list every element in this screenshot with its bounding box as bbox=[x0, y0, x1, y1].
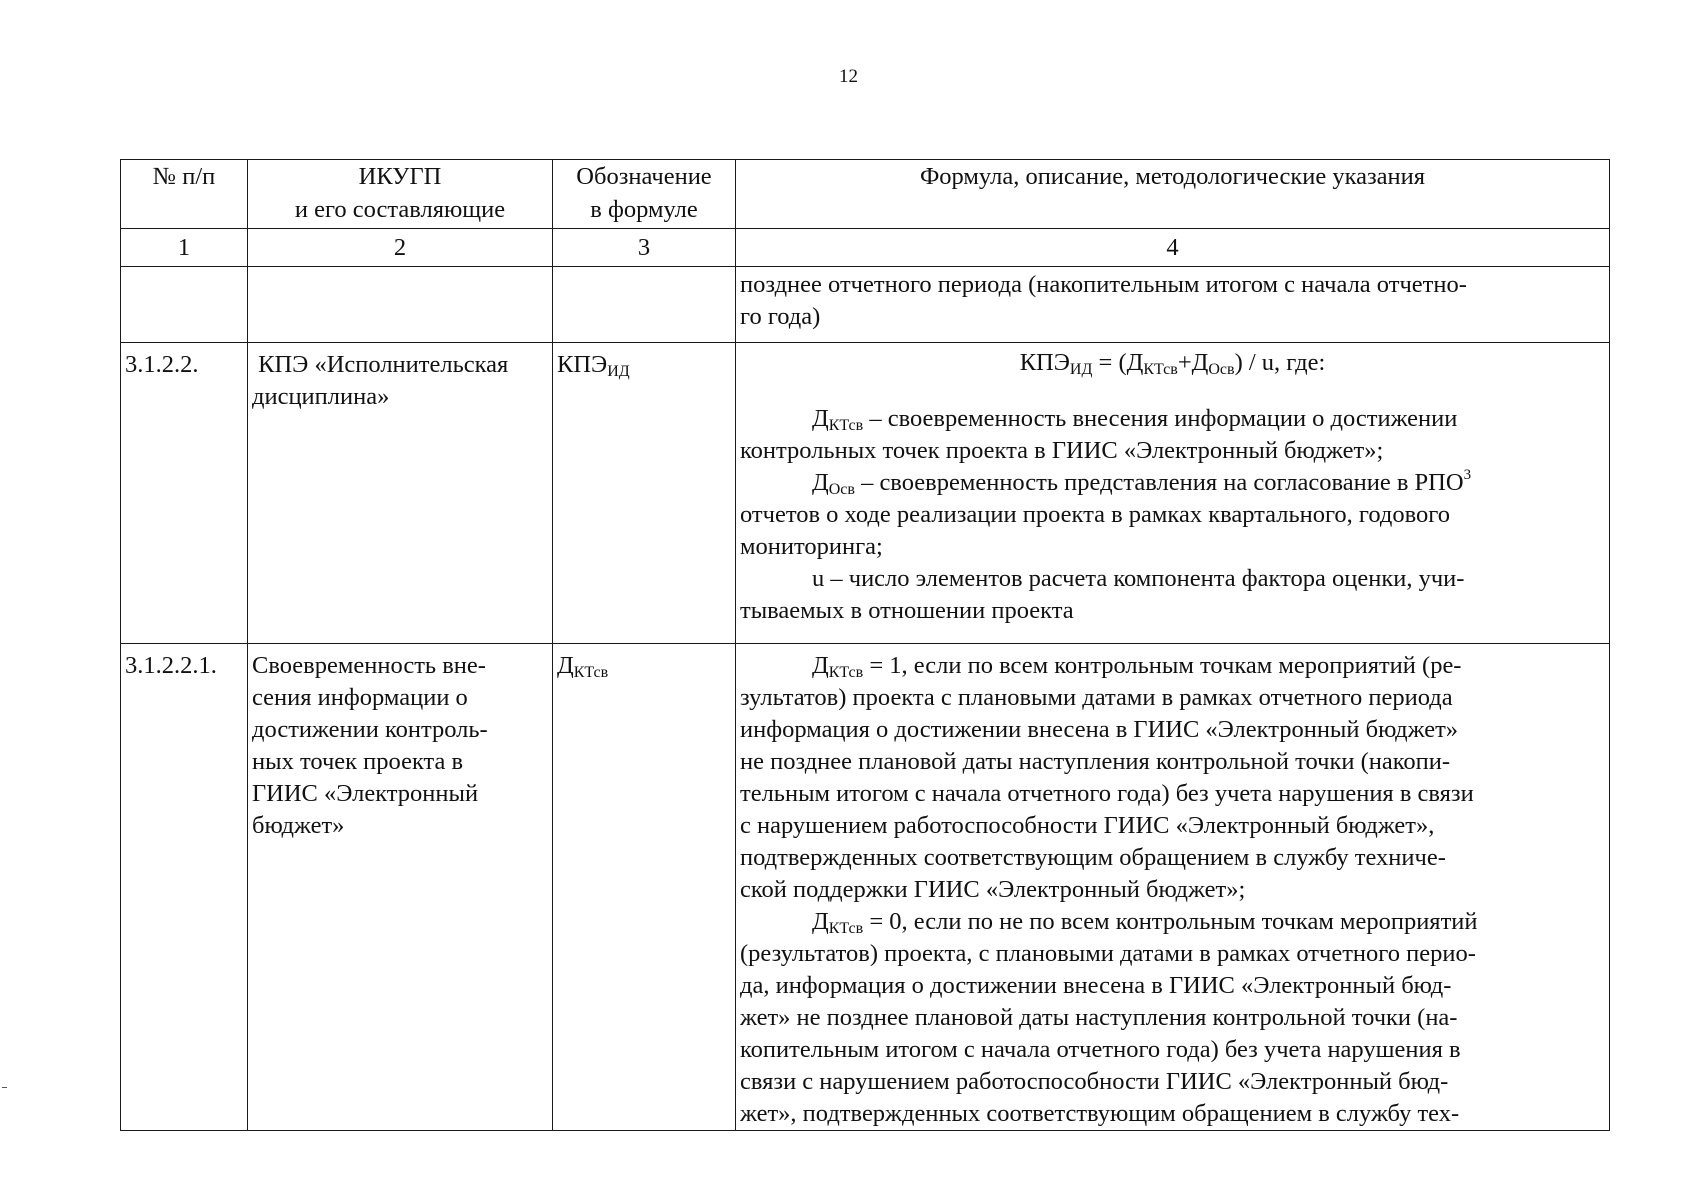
continuation-line-2: го года) bbox=[740, 303, 821, 330]
header-formula bbox=[736, 160, 1610, 229]
continuation-cell-2 bbox=[248, 267, 553, 343]
paragraph-2-line: копительным итогом с начала отчетного года) без учета нарушения в bbox=[740, 1036, 1461, 1063]
paragraph-2-line: связи с нарушением работоспособности ГИИС «Электронный бюд- bbox=[740, 1068, 1449, 1095]
paragraph-1-line: с нарушением работоспособности ГИИС «Электронный бюджет», bbox=[740, 812, 1435, 839]
row-symbol bbox=[553, 644, 736, 1131]
table-row-3-1-2-2-1 bbox=[121, 644, 1610, 1131]
definition-1-line2: контрольных точек проекта в ГИИС «Электронный бюджет»; bbox=[740, 437, 1384, 464]
formula-term1-sub: КТсв bbox=[1143, 361, 1178, 378]
header-indicator-line1: ИКУГП bbox=[358, 163, 442, 190]
def1-text: – своевременность внесения информации о достижении bbox=[863, 405, 1458, 432]
paragraph-1-line: тельным итогом с начала отчетного года) без учета нарушения в связи bbox=[740, 780, 1474, 807]
row-indicator-name-line1: КПЭ «Исполнительская bbox=[252, 351, 509, 378]
para2-first: = 0, если по не по всем контрольным точкам мероприятий bbox=[863, 908, 1478, 935]
def2-sub: Осв bbox=[828, 481, 855, 498]
row-indicator-name-line2: дисциплина» bbox=[252, 383, 390, 410]
name-line: ных точек проекта в bbox=[252, 748, 464, 775]
name-line: достижении контроль- bbox=[252, 716, 488, 743]
page-number: 12 bbox=[839, 66, 858, 87]
para1-first: = 1, если по всем контрольным точкам мероприятий (ре- bbox=[863, 652, 1462, 679]
paragraph-1-line: не позднее плановой даты наступления контрольной точки (накопи- bbox=[740, 748, 1451, 775]
header-formula-text: Формула, описание, методологические указания bbox=[919, 163, 1426, 190]
paragraph-2-line: (результатов) проекта, с плановыми датами в рамках отчетного перио- bbox=[740, 940, 1476, 967]
paragraph-2-line: жет», подтвержденных соответствующим обращением в службу тех- bbox=[740, 1100, 1460, 1127]
formula-lhs: КПЭ bbox=[1019, 349, 1070, 376]
paragraph-1-line: ской поддержки ГИИС «Электронный бюджет»; bbox=[740, 876, 1246, 903]
definition-3-line1: u – число элементов расчета компонента фактора оценки, учи- bbox=[812, 565, 1465, 592]
para1-sub: КТсв bbox=[828, 664, 864, 681]
footnote-marker: 3 bbox=[1463, 467, 1472, 483]
name-line: Своевременность вне- bbox=[252, 652, 486, 679]
continuation-line-1: позднее отчетного периода (накопительным итогом с начала отчетно- bbox=[740, 271, 1467, 298]
header-row bbox=[121, 160, 1610, 229]
header-symbol bbox=[553, 160, 736, 229]
header-indicator-line2: и его составляющие bbox=[294, 196, 506, 223]
header-number bbox=[121, 160, 248, 229]
formula-term2-sub: Осв bbox=[1208, 361, 1235, 378]
formula-plus: +Д bbox=[1177, 349, 1209, 376]
paragraph-1-first-line bbox=[740, 650, 1605, 682]
spacer bbox=[740, 379, 1605, 403]
column-number-3: 3 bbox=[553, 229, 736, 267]
symbol-subscript: КТсв bbox=[573, 664, 609, 681]
row-indicator-name bbox=[248, 343, 553, 644]
def2-text: – своевременность представления на согласование в РПО bbox=[854, 469, 1464, 496]
formula-tail: ) / u, где: bbox=[1234, 349, 1326, 376]
header-symbol-line2: в формуле bbox=[590, 196, 698, 223]
paragraph-1-line: подтвержденных соответствующим обращением в службу техниче- bbox=[740, 844, 1446, 871]
paragraph-2-line: да, информация о достижении внесена в ГИИС «Электронный бюд- bbox=[740, 972, 1452, 999]
header-indicator bbox=[248, 160, 553, 229]
paragraph-2-first-line bbox=[740, 906, 1605, 938]
header-number-text: № п/п bbox=[152, 163, 216, 190]
column-numbers-row bbox=[121, 229, 1610, 267]
paragraph-1-line: информация о достижении внесена в ГИИС «Электронный бюджет» bbox=[740, 716, 1459, 743]
row-formula-description bbox=[736, 343, 1610, 644]
definition-3-line2: тываемых в отношении проекта bbox=[740, 597, 1074, 624]
row-number: 3.1.2.2.1. bbox=[121, 644, 248, 1131]
paragraph-2-line: жет» не позднее плановой даты наступления контрольной точки (на- bbox=[740, 1004, 1458, 1031]
scan-edge-mark bbox=[2, 1087, 7, 1088]
name-line: ГИИС «Электронный bbox=[252, 780, 479, 807]
para2-sub: КТсв bbox=[828, 920, 864, 937]
continuation-cell-4 bbox=[736, 267, 1610, 343]
def1-sub: КТсв bbox=[828, 417, 864, 434]
symbol-subscript: ИД bbox=[607, 363, 630, 380]
definition-2-line2: отчетов о ходе реализации проекта в рамках квартального, годового bbox=[740, 501, 1450, 528]
continuation-cell-1 bbox=[121, 267, 248, 343]
para1-base: Д bbox=[812, 652, 829, 679]
table-row-3-1-2-2 bbox=[121, 343, 1610, 644]
column-number-2: 2 bbox=[248, 229, 553, 267]
name-line: сения информации о bbox=[252, 684, 468, 711]
formula-lhs-sub: ИД bbox=[1069, 361, 1093, 378]
row-number: 3.1.2.2. bbox=[121, 343, 248, 644]
row-symbol bbox=[553, 343, 736, 644]
column-number-1: 1 bbox=[121, 229, 248, 267]
def1-base: Д bbox=[812, 405, 829, 432]
definition-2-line3: мониторинга; bbox=[740, 533, 883, 560]
def2-base: Д bbox=[812, 469, 829, 496]
name-line: бюджет» bbox=[252, 812, 345, 839]
header-symbol-line1: Обозначение bbox=[576, 163, 712, 190]
row-formula-description bbox=[736, 644, 1610, 1131]
formula-eq: = (Д bbox=[1092, 349, 1144, 376]
symbol-base: КПЭ bbox=[557, 351, 608, 378]
paragraph-1-line: зультатов) проекта с плановыми датами в рамках отчетного периода bbox=[740, 684, 1453, 711]
formula-line bbox=[740, 347, 1605, 379]
definition-1-line1 bbox=[740, 403, 1605, 435]
indicators-table bbox=[120, 159, 1610, 1131]
continuation-row bbox=[121, 267, 1610, 343]
definition-2-line1 bbox=[740, 467, 1605, 499]
para2-base: Д bbox=[812, 908, 829, 935]
continuation-cell-3 bbox=[553, 267, 736, 343]
symbol-base: Д bbox=[557, 652, 574, 679]
row-indicator-name bbox=[248, 644, 553, 1131]
column-number-4: 4 bbox=[736, 229, 1610, 267]
